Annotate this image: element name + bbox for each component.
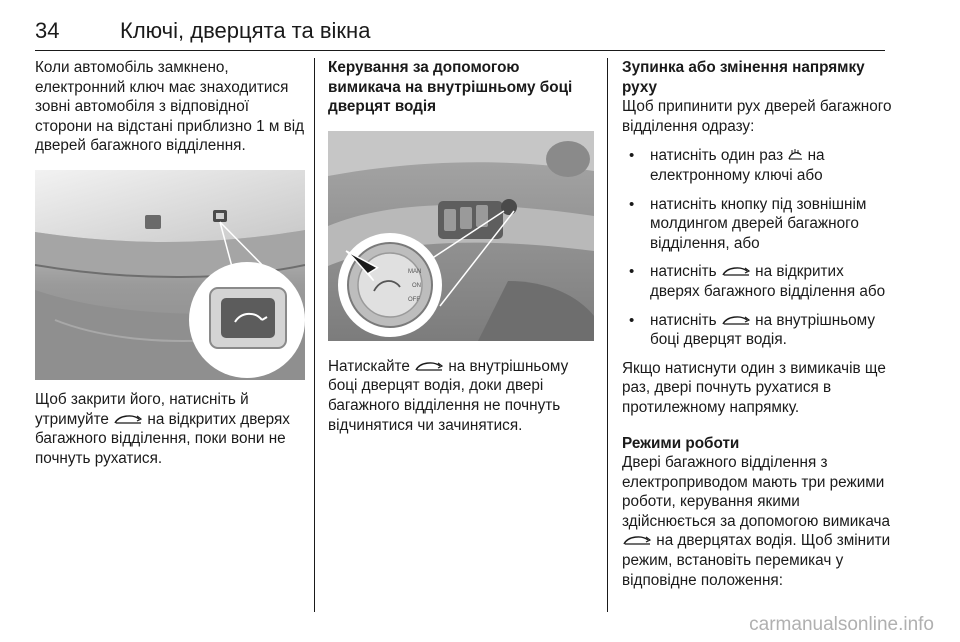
column-2 [328, 58, 594, 435]
reverse-paragraph: Якщо натиснути один з вимикачів ще раз, двері почнуть рухатися в протилежному напрямку. [622, 359, 886, 416]
column-3 [622, 58, 892, 590]
page-number: 34 [35, 18, 60, 43]
column-divider [607, 58, 608, 612]
tailgate-icon [113, 413, 143, 425]
driver-switch-instruction: Натискайте на внутрішньому боці дверцят водія, доки двері багажного відділення не почнуть відчинятися чи зачинятися. [328, 357, 569, 434]
intro-paragraph: Коли автомобіль замкнено, електронний ключ має знаходитися зовні автомобіля з відповідної сторони на відстані приблизно 1 м від дверей багажного відділення. [35, 59, 305, 155]
switch-label: MAN [408, 268, 422, 275]
modes-heading: Режими роботи [622, 434, 740, 452]
list-item: • натисніть на відкритих дверях багажного відділення або [629, 263, 886, 300]
tailgate-icon [622, 534, 652, 546]
stop-intro: Щоб припинити рух дверей багажного відділення одразу: [622, 98, 892, 135]
modes-paragraph: Двері багажного відділення з електроприводом мають три режими роботи, керування якими здійснюється за допомогою вимикача на дверцятах водія. Щоб змінити режим, встановіть перемикач у відповідне положення: [622, 454, 891, 589]
list-item: • натисніть кнопку під зовнішнім молдингом дверей багажного відділення, або [629, 195, 867, 252]
watermark: carmanualsonline.info [749, 614, 934, 635]
close-instruction: Щоб закрити його, натисніть й утримуйте на відкритих дверях багажного відділення, поки вони не почнуть рухатися. [35, 390, 290, 467]
tailgate-icon [721, 314, 751, 326]
page-header [35, 10, 885, 51]
tailgate-icon [721, 265, 751, 277]
driver-switch-heading: Керування за допомогою вимикача на внутрішньому боці дверцят водія [328, 59, 573, 116]
tailgate-icon [414, 360, 444, 372]
stop-heading: Зупинка або змінення напрямку руху [622, 59, 865, 96]
column-1 [35, 58, 305, 468]
tailgate-figure [35, 170, 305, 380]
stop-bullet-list [622, 146, 892, 349]
list-item: • натисніть один раз на електронному ключі або [629, 147, 825, 184]
switch-label: ON [412, 282, 421, 289]
column-divider [314, 58, 315, 612]
switch-label: OFF [408, 296, 420, 303]
driver-door-switch-figure [328, 131, 594, 341]
key-tailgate-icon [787, 148, 803, 162]
list-item: • натисніть на внутрішньому боці дверцят водія. [629, 311, 876, 349]
page-title: Ключі, дверцята та вікна [120, 18, 371, 43]
